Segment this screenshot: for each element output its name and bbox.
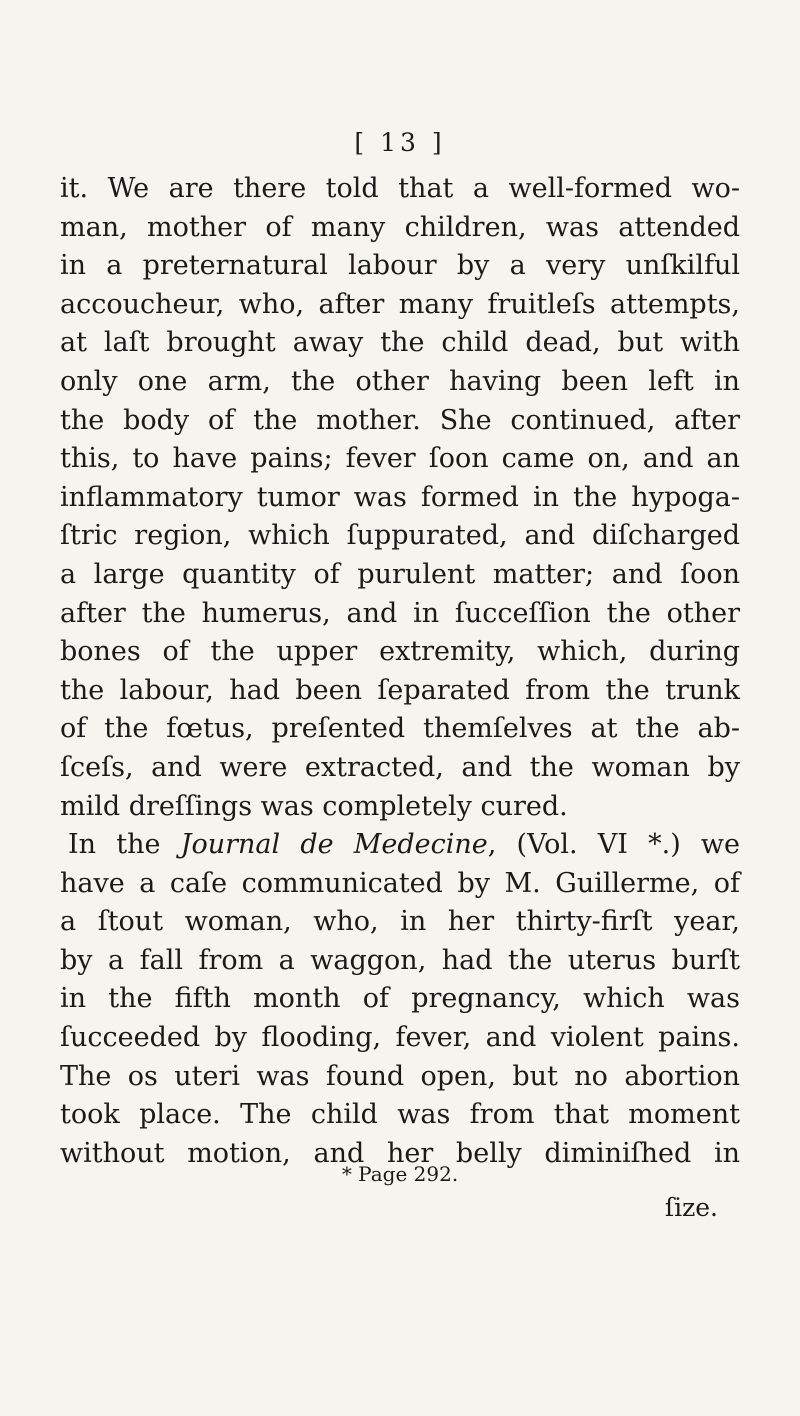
text-line: ſceſs, and were extracted, and the woman by — [60, 751, 740, 783]
text-line: man, mother of many children, was attended — [60, 211, 740, 243]
text-line: in a preternatural labour by a very unſkilful — [60, 250, 740, 282]
text-line: mild dreſſings was completely cured. — [60, 790, 568, 822]
text-line: ſucceeded by flooding, fever, and violent pains. — [60, 1022, 740, 1054]
text-line: inflammatory tumor was formed in the hypoga- — [60, 481, 740, 513]
text-line: the labour, had been ſeparated from the trunk — [60, 674, 740, 706]
text-line: The os uteri was found open, but no abortion — [60, 1060, 740, 1092]
text-line: ſtric region, which ſuppurated, and diſcharged — [60, 520, 740, 552]
body-text — [60, 170, 740, 1173]
text-line: bones of the upper extremity, which, during — [60, 636, 740, 668]
text-line: In the Journal de Medecine, (Vol. VI *.) we — [68, 829, 740, 861]
text-line: by a fall from a waggon, had the uterus burſt — [60, 944, 740, 976]
text-line: a ſtout woman, who, in her thirty-firſt year, — [60, 906, 740, 938]
text-line: in the fifth month of pregnancy, which was — [60, 983, 740, 1015]
text-line: took place. The child was from that moment — [60, 1099, 740, 1131]
text-line: a large quantity of purulent matter; and ſoon — [60, 558, 740, 590]
text-line: without motion, and her belly diminiſhed in — [60, 1137, 740, 1169]
footnote: * Page 292. — [341, 1162, 459, 1186]
text-line: accoucheur, who, after many fruitleſs attempts, — [60, 288, 740, 320]
text-line: it. We are there told that a well-formed wo- — [60, 173, 740, 204]
page-number: [ 13 ] — [354, 128, 446, 157]
text-line: of the fœtus, preſented themſelves at the ab- — [60, 713, 740, 745]
text-line: after the humerus, and in ſucceſſion the other — [60, 597, 740, 629]
text-line: this, to have pains; fever ſoon came on, and an — [60, 443, 740, 475]
text-line: only one arm, the other having been left in — [60, 365, 740, 397]
catchword: ſize. — [664, 1193, 718, 1222]
journal-title: Journal de Medecine — [180, 829, 488, 861]
text-line: have a caſe communicated by M. Guillerme, of — [60, 867, 740, 899]
text-line: at laſt brought away the child dead, but with — [60, 327, 740, 359]
text-line: the body of the mother. She continued, after — [60, 404, 740, 436]
